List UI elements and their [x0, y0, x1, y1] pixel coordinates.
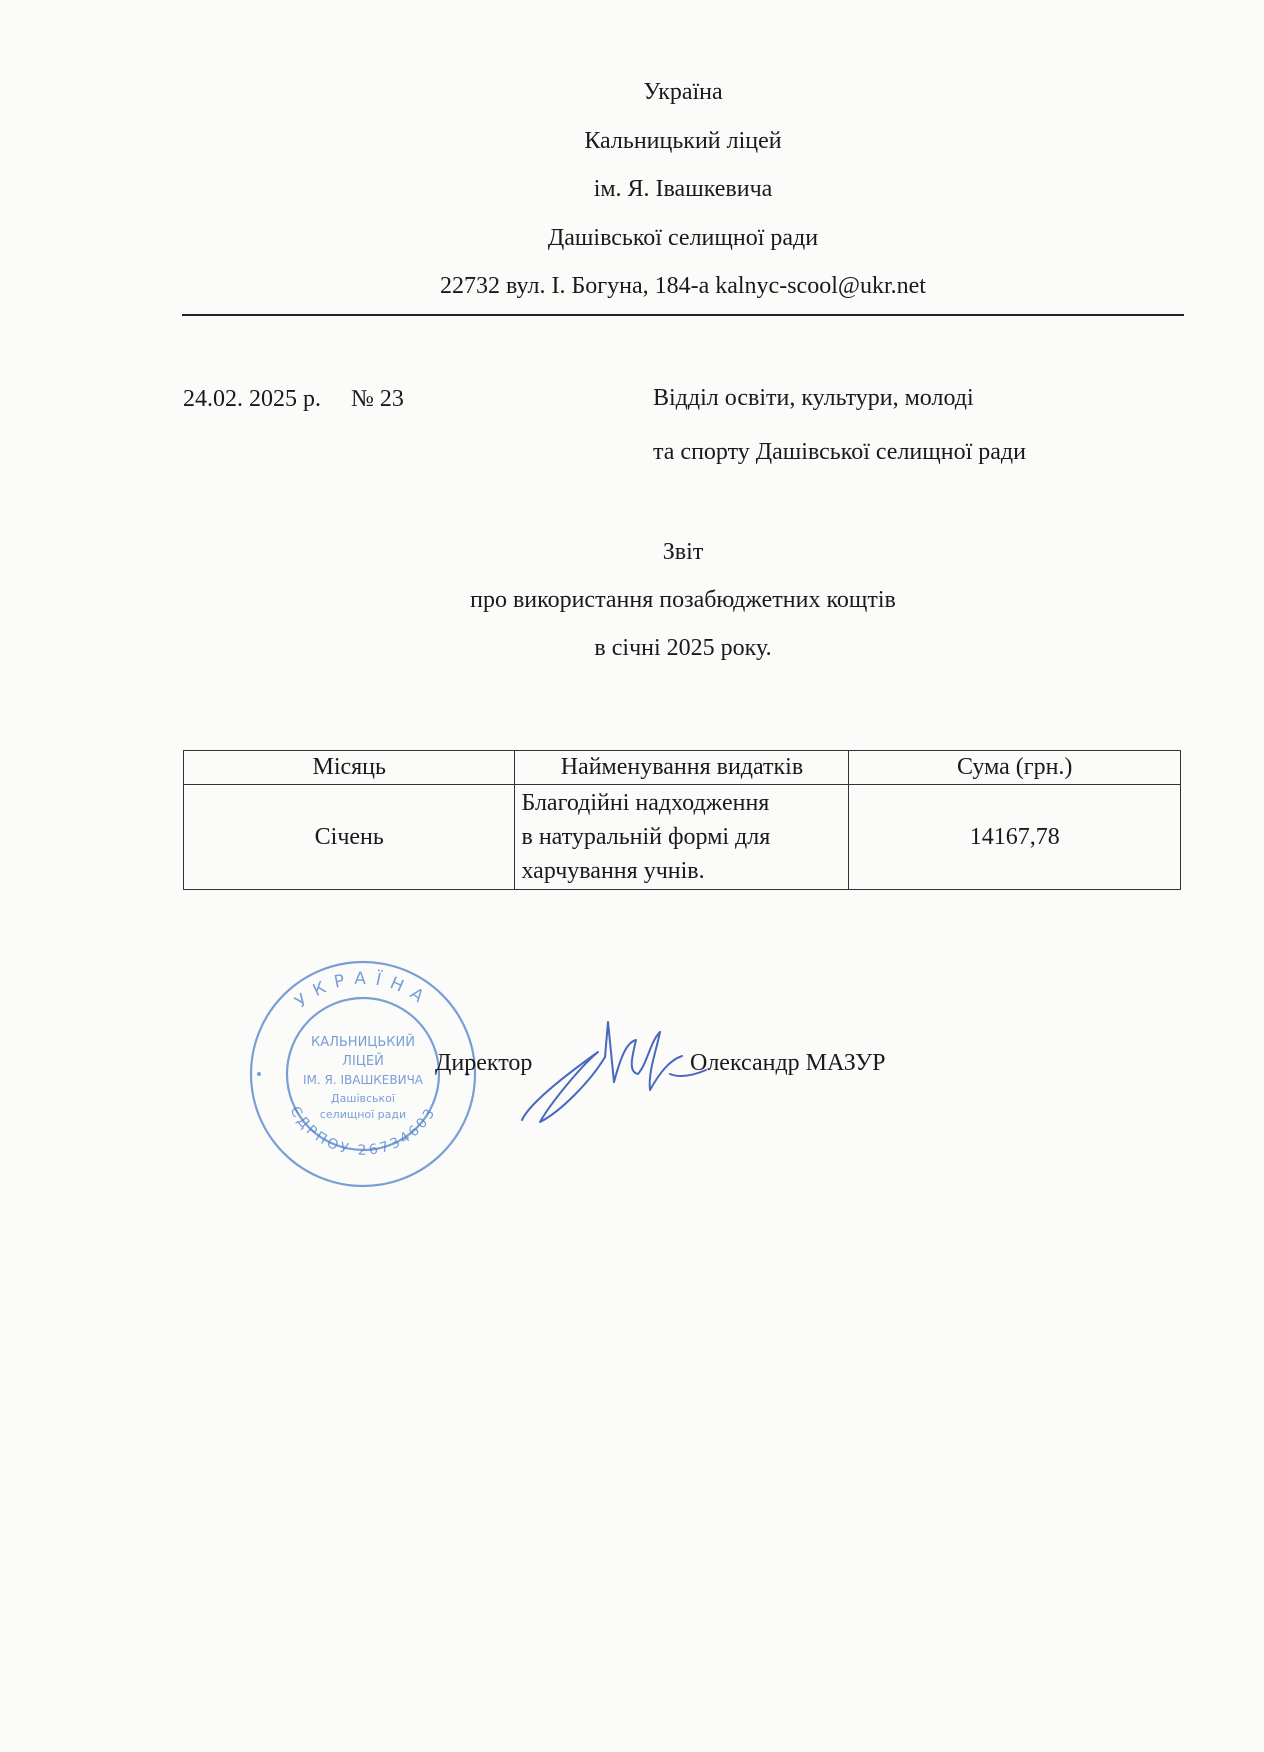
letterhead-address: 22732 вул. І. Богуна, 184-а kalnyc-scool@ukr.net: [440, 273, 926, 299]
svg-text:Дашівської: Дашівської: [331, 1092, 395, 1105]
report-title-line: Звіт: [662, 539, 704, 565]
letterhead-divider: [182, 314, 1184, 316]
svg-text:КАЛЬНИЦЬКИЙ: КАЛЬНИЦЬКИЙ: [310, 1035, 416, 1050]
cell-expense-line: харчування учнів.: [521, 858, 705, 884]
letter-reference: [183, 386, 404, 413]
svg-text:УКРАЇНА: УКРАЇНА: [291, 968, 435, 1013]
column-header-month: Місяць: [184, 751, 515, 785]
letter-date: 24.02. 2025 р.: [183, 386, 321, 412]
cell-expense: [515, 785, 849, 890]
expense-table: [183, 750, 1181, 890]
handwritten-signature: [510, 1012, 710, 1132]
letterhead-school-name: Кальницький ліцей: [584, 127, 782, 154]
report-title: [182, 540, 1184, 684]
cell-expense-line: в натуральній формі для: [521, 824, 771, 850]
cell-month: Січень: [184, 785, 515, 890]
signatory-role: Директор: [435, 1050, 533, 1076]
cell-amount: 14167,78: [849, 785, 1181, 890]
recipient-block: [653, 386, 1026, 494]
report-title-line: про використання позабюджетних кощтів: [470, 587, 896, 613]
table-row: [184, 785, 1181, 890]
letterhead: [182, 74, 1184, 304]
svg-text:ЄДРПОУ 26734603: ЄДРПОУ 26734603: [286, 1103, 440, 1159]
svg-text:селищної ради: селищної ради: [319, 1108, 407, 1121]
letterhead-council: Дашівської селищної ради: [547, 224, 819, 251]
recipient-line: Відділ освіти, культури, молоді: [653, 385, 974, 411]
letter-number: № 23: [351, 386, 404, 412]
recipient-line: та спорту Дашівської селищної ради: [653, 439, 1026, 465]
letterhead-school-namesake: ім. Я. Івашкевича: [593, 176, 773, 202]
letterhead-country: Україна: [643, 79, 723, 105]
cell-expense-line: Благодійні надходження: [521, 790, 770, 816]
report-title-line: в січні 2025 року.: [594, 635, 772, 661]
svg-text:ІМ. Я. ІВАШКЕВИЧА: ІМ. Я. ІВАШКЕВИЧА: [302, 1073, 424, 1087]
svg-text:ЛІЦЕЙ: ЛІЦЕЙ: [342, 1054, 384, 1069]
column-header-expense: Найменування видатків: [515, 751, 849, 785]
column-header-amount: Сума (грн.): [849, 751, 1181, 785]
table-header-row: [184, 751, 1181, 785]
signatory-name: Олександр МАЗУР: [690, 1050, 886, 1076]
